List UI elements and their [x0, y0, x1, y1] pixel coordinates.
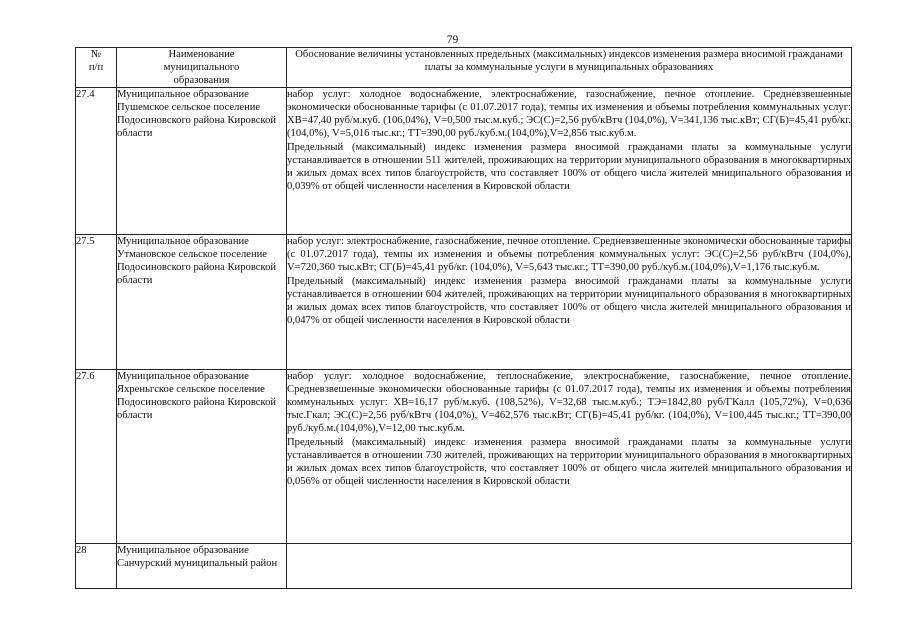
table-row	[76, 544, 852, 589]
header-name	[117, 48, 287, 88]
basis-cell	[287, 88, 852, 235]
basis-cell	[287, 370, 852, 544]
tariff-index-table	[75, 47, 852, 589]
index-paragraph: Предельный (максимальный) индекс изменения размера вносимой гражданами платы за коммунальные услуги устанавливается в отношении 604 жителей, проживающих на территории муниципального образования в многоквартирных и жилых домах всех типов благоустройств, что составляет 100% от общего числа жителей мниципального образования и 0,047% от общей численности населения в Кировской области	[287, 276, 851, 326]
header-basis-label: Обоснование величины установленных предельных (максимальных) индексов изменения размера вносимой гражданами платы за коммунальные услуги в муниципальных образованиях	[295, 49, 843, 73]
table-row	[76, 370, 852, 544]
services-paragraph: набор услуг: холодное водоснабжение, теплоснабжение, электроснабжение, газоснабжение, печное отопление. Средневзвешенные экономически обоснованные тарифы (с 01.07.2017 года), темпы их изменения и объемы потребления коммунальных услуг: ХВ=16,17 руб/м.куб. (108,52%), V=32,68 тыс.м.куб.; ТЭ=1842,80 руб/ГКалл (105,72%), V=0,636 тыс.Гкал; ЭС(С)=2,56 руб/кВтч (104,0%), V=462,576 тыс.кВт; СГ(Б)=45,41 руб/кг. (104,0%), V=100,445 тыс.кг.; ТТ=390,00 руб./куб.м.(104,0%),V=12,00 тыс.куб.м.	[287, 371, 851, 434]
index-paragraph: Предельный (максимальный) индекс изменения размера вносимой гражданами платы за коммунальные услуги устанавливается в отношении 730 жителей, проживающих на территории муниципального образования в многоквартирных и жилых домах всех типов благоустройств, что составляет 100% от общего числа жителей мниципального образования и 0,056% от общей численности населения в Кировской области	[287, 437, 851, 487]
services-paragraph: набор услуг: электроснабжение, газоснабжение, печное отопление. Средневзвешенные экономически обоснованные тарифы (с 01.07.2017 года), темпы их изменения и объемы потребления коммунальных услуг: ЭС(С)=2,56 руб/кВтч (104,0%), V=720,360 тыс.кВт; СГ(Б)=45,41 руб/кг. (104,0%), V=5,643 тыс.кг.; ТТ=390,00 руб./куб.м.(104,0%),V=1,176 тыс.куб.м.	[287, 236, 851, 273]
basis-cell	[287, 235, 852, 370]
municipality-name: Муниципальное образование Утмановское сельское поселение Подосиновского района Кировской области	[117, 235, 287, 370]
header-name-label: Наименование муниципального образования	[163, 49, 240, 86]
row-number: 27.4	[76, 88, 117, 235]
row-number: 27.5	[76, 235, 117, 370]
row-number: 27.6	[76, 370, 117, 544]
table-row	[76, 88, 852, 235]
header-num	[76, 48, 117, 88]
header-basis	[287, 48, 852, 88]
municipality-name: Муниципальное образование Яхреньгское сельское поселение Подосиновского района Кировской области	[117, 370, 287, 544]
municipality-name: Муниципальное образование Пушемское сельское поселение Подосиновского района Кировской области	[117, 88, 287, 235]
table-row	[76, 235, 852, 370]
basis-cell	[287, 544, 852, 589]
page-number: 79	[446, 34, 459, 46]
header-num-label: № п/п	[88, 49, 104, 73]
municipality-name: Муниципальное образование Санчурский муниципальный район	[117, 544, 287, 589]
row-number: 28	[76, 544, 117, 589]
services-paragraph: набор услуг: холодное водоснабжение, электроснабжение, газоснабжение, печное отопление. Средневзвешенные экономически обоснованные тарифы (с 01.07.2017 года), темпы их изменения и объемы потребления коммунальных услуг: ХВ=47,40 руб/м.куб. (106,04%), V=0,500 тыс.м.куб.; ЭС(С)=2,56 руб/кВтч (104,0%), V=341,136 тыс.кВт; СГ(Б)=45,41 руб/кг. (104,0%), V=5,016 тыс.кг.; ТТ=390,00 руб./куб.м.(104,0%),V=2,856 тыс.куб.м.	[287, 89, 851, 139]
table-header-row	[76, 48, 852, 88]
index-paragraph: Предельный (максимальный) индекс изменения размера вносимой гражданами платы за коммунальные услуги устанавливается в отношении 511 жителей, проживающих на территории муниципального образования в многоквартирных и жилых домах всех типов благоустройств, что составляет 100% от общего числа жителей мниципального образования и 0,039% от общей численности населения в Кировской области	[287, 142, 851, 192]
